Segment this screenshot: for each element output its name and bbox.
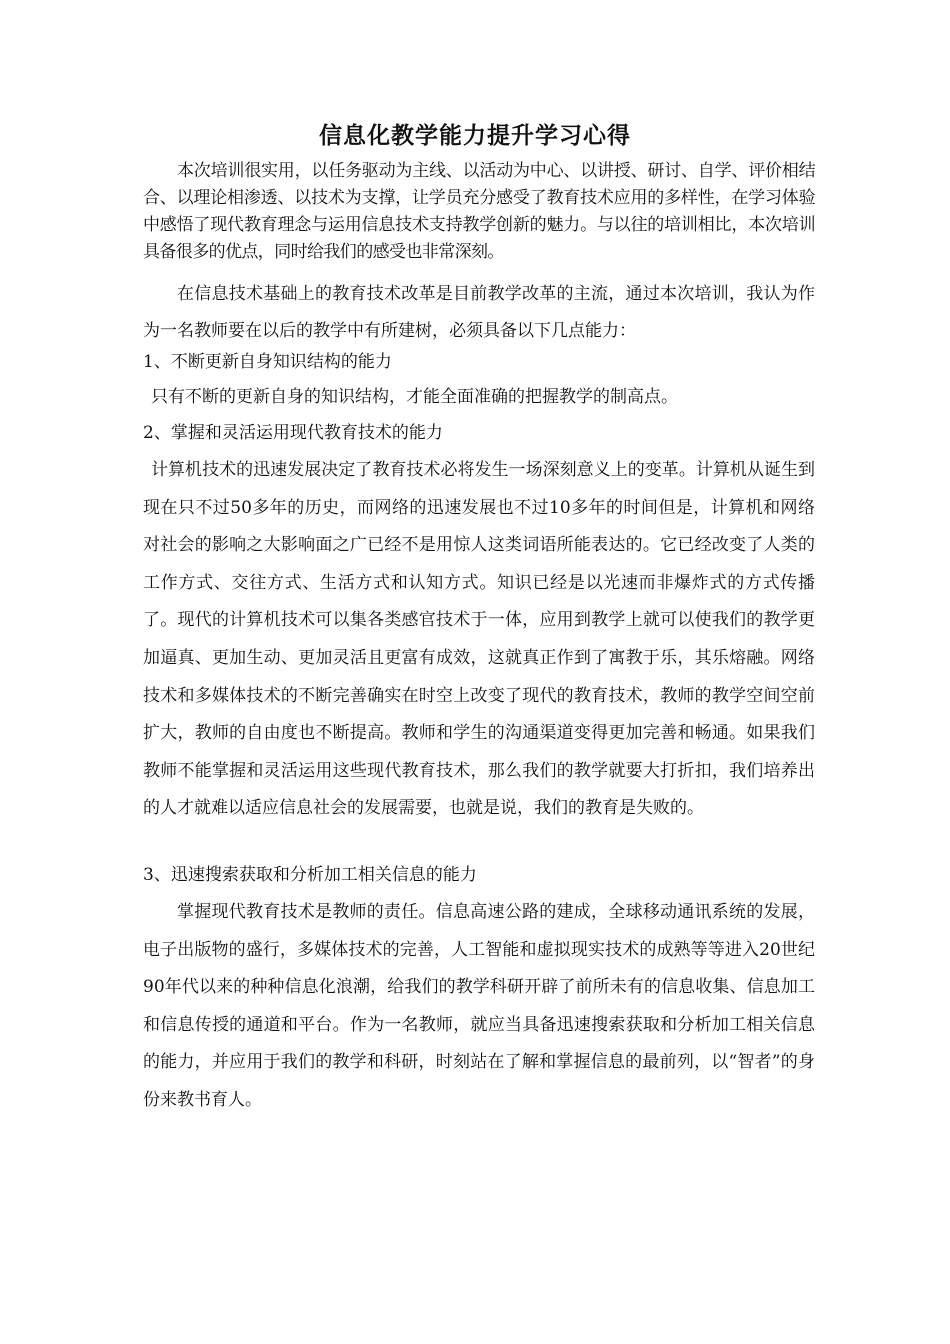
intro-paragraph: 本次培训很实用，以任务驱动为主线、以活动为中心、以讲授、研讨、自学、评价相结合、以理论相渗透、以技术为支撑，让学员充分感受了教育技术应用的多样性，在学习体验中感悟了现代教育理念与运用信息技术支持教学创新的魅力。与以往的培训相比，本次培训具备很多的优点，同时给我们的感受也非常深刻。 xyxy=(143,161,815,262)
section2-text: 计算机技术的迅速发展决定了教育技术必将发生一场深刻意义上的变革。计算机从诞生到现在只不过50多年的历史，而网络的迅速发展也不过10多年的时间但是，计算机和网络对社会的影响之大影响面之广已经不是用惊人这类词语所能表达的。它已经改变了人类的工作方式、交往方式、生活方式和认知方式。知识已经是以光速而非爆炸式的方式传播了。现代的计算机技术可以集各类感官技术于一体，应用到教学上就可以使我们的教学更加逼真、更加生动、更加灵活且更富有成效，这就真正作到了寓教于乐，其乐熔融。网络技术和多媒体技术的不断完善确实在时空上改变了现代的教育技术，教师的教学空间空前扩大，教师的自由度也不断提高。教师和学生的沟通渠道变得更加完善和畅通。如果我们教师不能掌握和灵活运用这些现代教育技术，那么我们的教学就要大打折扣，我们培养出的人才就难以适应信息社会的发展需要，也就是说，我们的教育是失败的。 xyxy=(143,460,815,819)
document-title: 信息化教学能力提升学习心得 xyxy=(319,122,631,149)
section1-text: 只有不断的更新自身的知识结构，才能全面准确的把握教学的制高点。 xyxy=(151,387,678,407)
section1-heading: 1、不断更新自身知识结构的能力 xyxy=(143,352,392,372)
section3-heading: 3、迅速搜索获取和分析加工相关信息的能力 xyxy=(143,865,477,885)
section2-heading: 2、掌握和灵活运用现代教育技术的能力 xyxy=(143,423,443,443)
section3-text: 掌握现代教育技术是教师的责任。信息高速公路的建成，全球移动通讯系统的发展，电子出版物的盛行，多媒体技术的完善，人工智能和虚拟现实技术的成熟等等进入20世纪90年代以来的种种信息化浪潮，给我们的教学科研开辟了前所未有的信息收集、信息加工和信息传授的通道和平台。作为一名教师，就应当具备迅速搜索获取和分析加工相关信息的能力，并应用于我们的教学和科研，时刻站在了解和掌握信息的最前列，以“智者”的身份来教书育人。 xyxy=(143,902,815,1110)
second-paragraph: 在信息技术基础上的教育技术改革是目前教学改革的主流，通过本次培训，我认为作为一名教师要在以后的教学中有所建树，必须具备以下几点能力： xyxy=(143,284,815,341)
